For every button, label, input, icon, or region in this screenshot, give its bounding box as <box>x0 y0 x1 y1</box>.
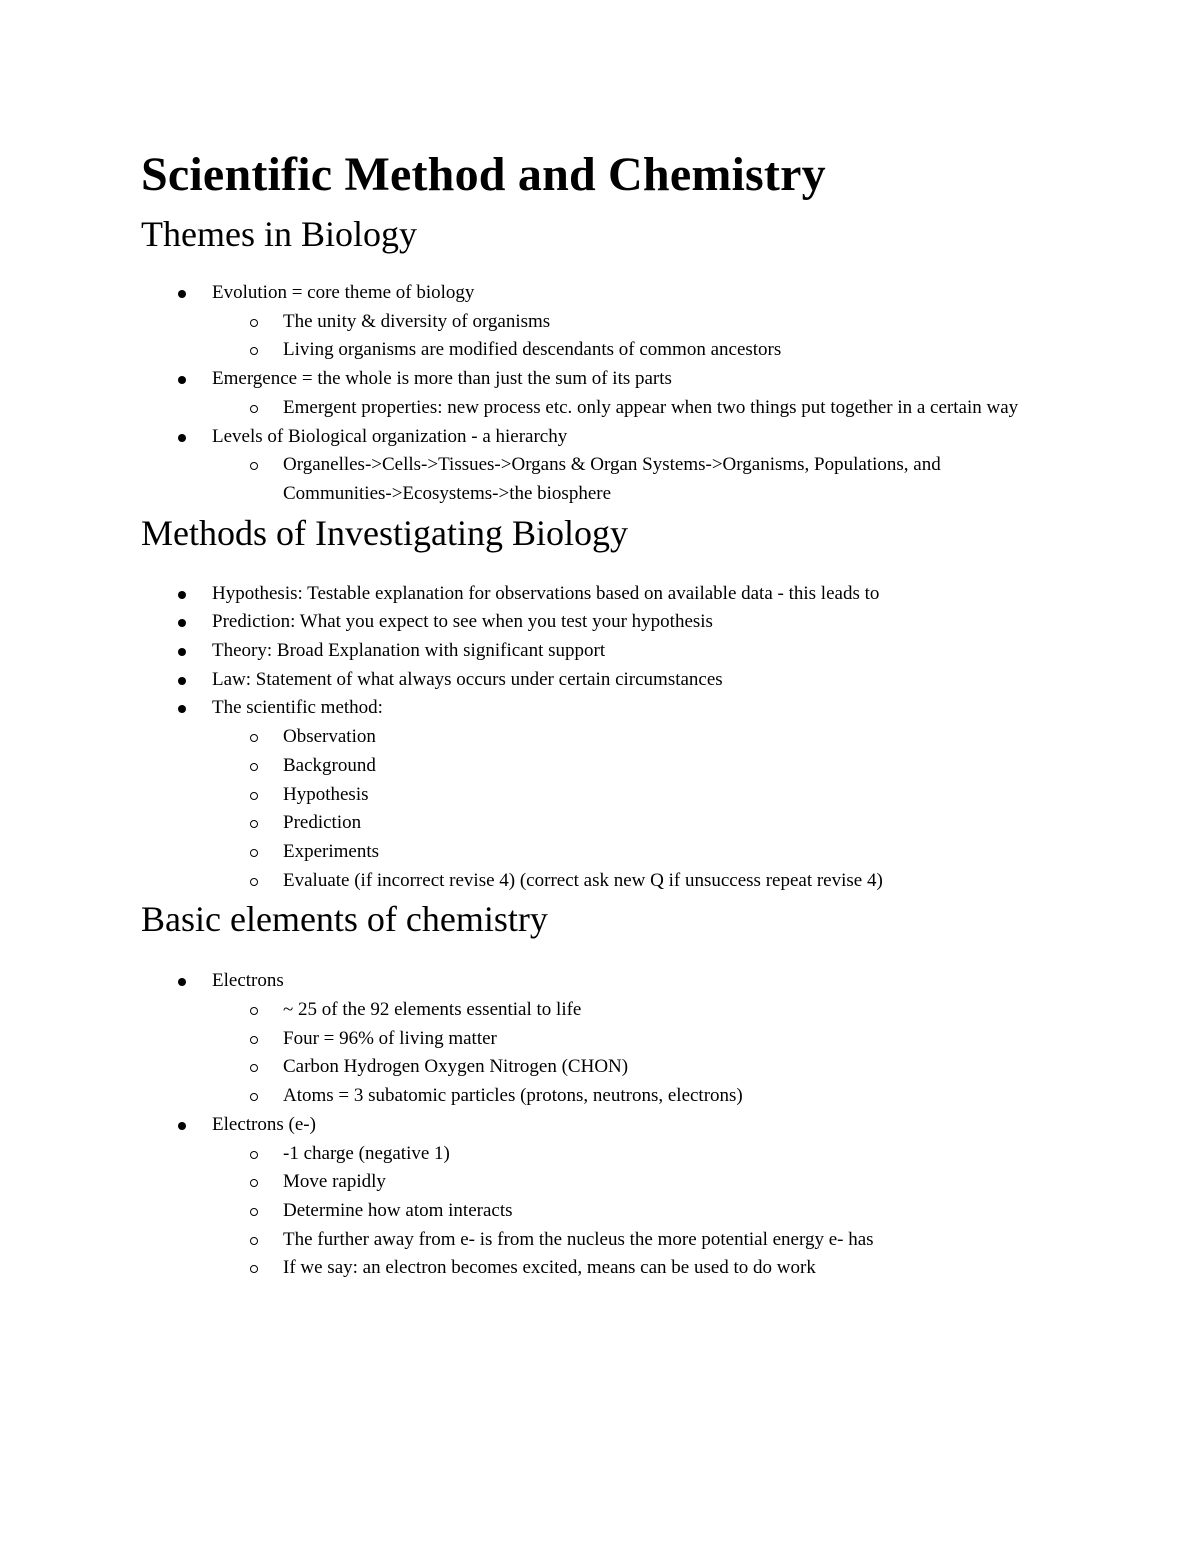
hollow-bullet-icon <box>250 820 258 828</box>
sub-list-item: Background <box>141 752 1041 781</box>
filled-bullet-icon <box>178 290 186 298</box>
hollow-bullet-icon <box>250 734 258 742</box>
sub-list-item: Experiments <box>141 838 1041 867</box>
hollow-bullet-icon <box>250 1265 258 1273</box>
hollow-bullet-icon <box>250 462 258 470</box>
filled-bullet-icon <box>178 619 186 627</box>
sub-list-item: Atoms = 3 subatomic particles (protons, neutrons, electrons) <box>141 1082 1041 1111</box>
list-item: Emergence = the whole is more than just the sum of its parts <box>141 365 1041 394</box>
hollow-bullet-icon <box>250 1151 258 1159</box>
chemistry-list <box>141 967 1041 1283</box>
sub-list-item: Emergent properties: new process etc. only appear when two things put together in a certain way <box>141 394 1041 423</box>
sub-list-item: Move rapidly <box>141 1168 1041 1197</box>
hollow-bullet-icon <box>250 1093 258 1101</box>
sub-list-item: ~ 25 of the 92 elements essential to life <box>141 996 1041 1025</box>
hollow-bullet-icon <box>250 1179 258 1187</box>
sub-list-item: The unity & diversity of organisms <box>141 308 1041 337</box>
section-heading-methods: Methods of Investigating Biology <box>141 512 628 553</box>
list-item: Levels of Biological organization - a hierarchy <box>141 423 1041 452</box>
hollow-bullet-icon <box>250 1007 258 1015</box>
hollow-bullet-icon <box>250 1237 258 1245</box>
list-item: Law: Statement of what always occurs under certain circumstances <box>141 666 1041 695</box>
filled-bullet-icon <box>178 591 186 599</box>
hollow-bullet-icon <box>250 763 258 771</box>
filled-bullet-icon <box>178 677 186 685</box>
filled-bullet-icon <box>178 648 186 656</box>
sub-list-item: Organelles->Cells->Tissues->Organs & Organ Systems->Organisms, Populations, and Communities->Ecosystems->the biosphere <box>141 451 1041 508</box>
list-item: Evolution = core theme of biology <box>141 279 1041 308</box>
page-title: Scientific Method and Chemistry <box>141 148 826 201</box>
sub-list-item: The further away from e- is from the nucleus the more potential energy e- has <box>141 1226 1041 1255</box>
sub-list-item: Observation <box>141 723 1041 752</box>
hollow-bullet-icon <box>250 319 258 327</box>
sub-list-item: Prediction <box>141 809 1041 838</box>
filled-bullet-icon <box>178 376 186 384</box>
filled-bullet-icon <box>178 1122 186 1130</box>
sub-list-item: Evaluate (if incorrect revise 4) (correct ask new Q if unsuccess repeat revise 4) <box>141 867 1041 896</box>
hollow-bullet-icon <box>250 1208 258 1216</box>
sub-list-item: Hypothesis <box>141 781 1041 810</box>
section-heading-themes: Themes in Biology <box>141 214 417 254</box>
hollow-bullet-icon <box>250 792 258 800</box>
sub-list-item: -1 charge (negative 1) <box>141 1140 1041 1169</box>
sub-list-item: Four = 96% of living matter <box>141 1025 1041 1054</box>
list-item: Electrons (e-) <box>141 1111 1041 1140</box>
hollow-bullet-icon <box>250 405 258 413</box>
hollow-bullet-icon <box>250 347 258 355</box>
hollow-bullet-icon <box>250 1036 258 1044</box>
list-item: The scientific method: <box>141 694 1041 723</box>
section-heading-chemistry: Basic elements of chemistry <box>141 899 548 940</box>
sub-list-item: Living organisms are modified descendants of common ancestors <box>141 336 1041 365</box>
list-item: Theory: Broad Explanation with significant support <box>141 637 1041 666</box>
document-content <box>141 140 1041 1283</box>
list-item: Hypothesis: Testable explanation for observations based on available data - this leads to <box>141 580 1041 609</box>
methods-list <box>141 580 1041 896</box>
hollow-bullet-icon <box>250 1064 258 1072</box>
list-item: Electrons <box>141 967 1041 996</box>
filled-bullet-icon <box>178 705 186 713</box>
list-item: Prediction: What you expect to see when you test your hypothesis <box>141 608 1041 637</box>
hollow-bullet-icon <box>250 849 258 857</box>
sub-list-item: If we say: an electron becomes excited, means can be used to do work <box>141 1254 1041 1283</box>
filled-bullet-icon <box>178 978 186 986</box>
hollow-bullet-icon <box>250 878 258 886</box>
sub-list-item: Carbon Hydrogen Oxygen Nitrogen (CHON) <box>141 1053 1041 1082</box>
sub-list-item: Determine how atom interacts <box>141 1197 1041 1226</box>
filled-bullet-icon <box>178 434 186 442</box>
themes-list <box>141 279 1041 509</box>
